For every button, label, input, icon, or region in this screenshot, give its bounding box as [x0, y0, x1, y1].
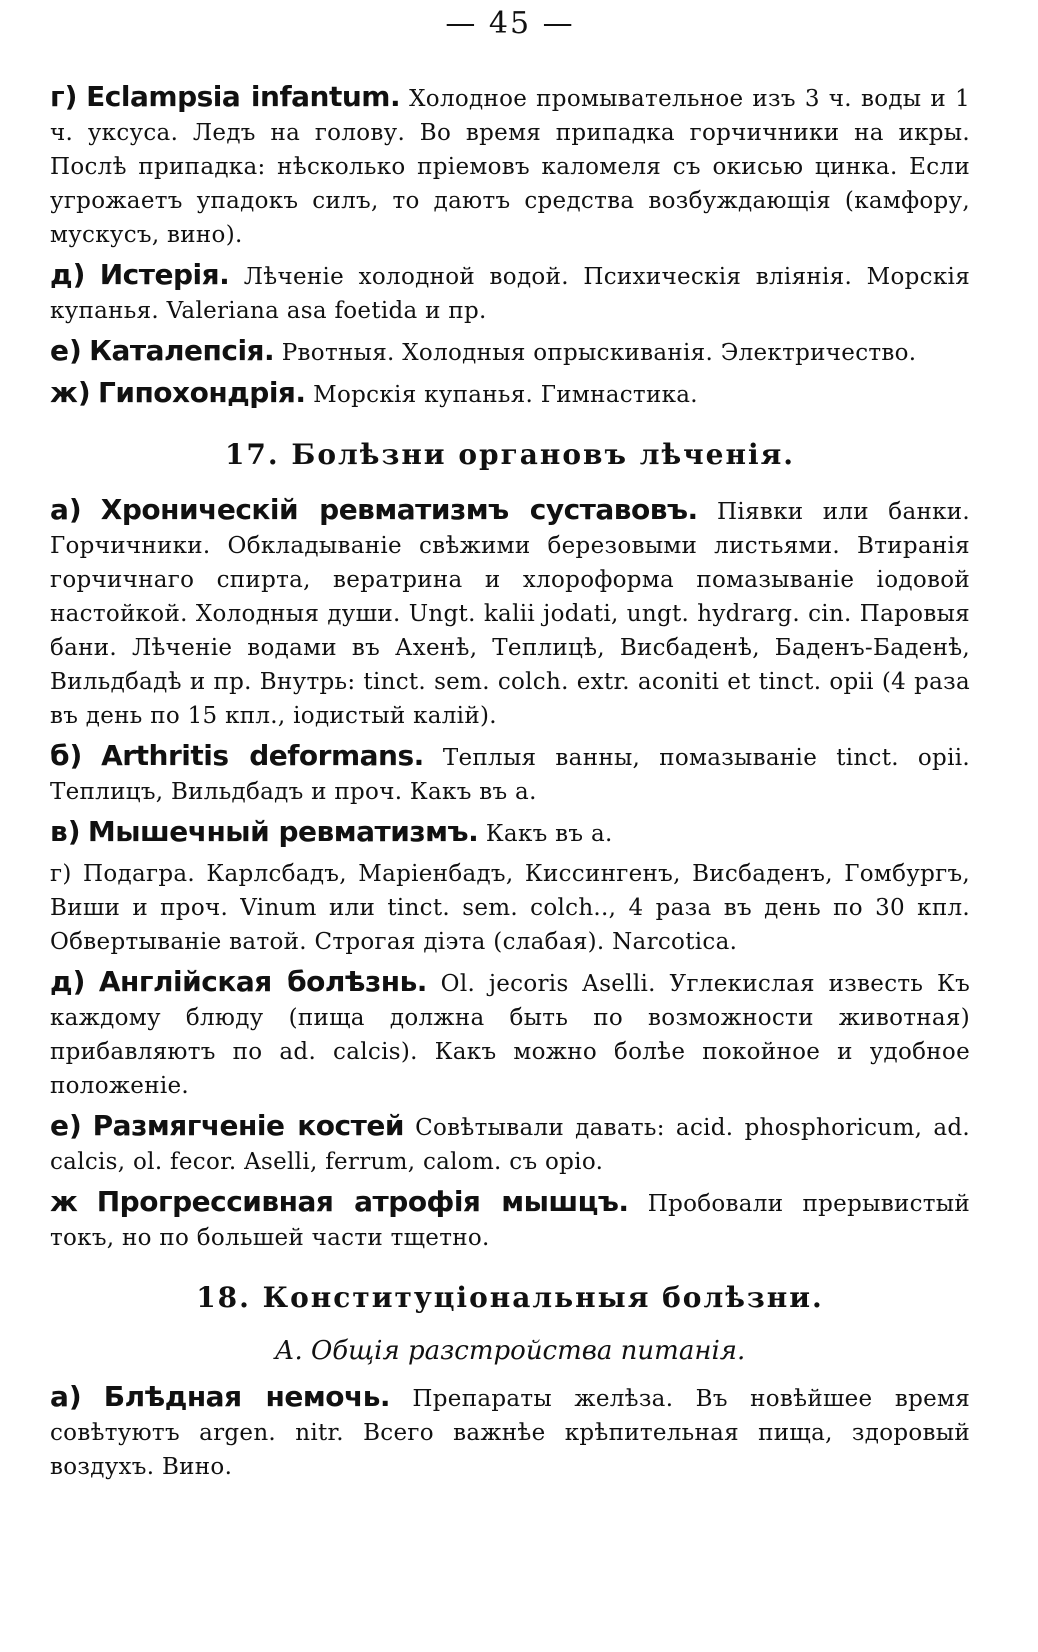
- entry-text: Лѣченіе холодной водой. Психическія вліянія. Морскія купанья. Valeriana asa foetida и пр.: [50, 264, 971, 324]
- section-18-title: 18. Конституціональныя болѣзни.: [196, 1281, 824, 1314]
- entry-text: Морскія купанья. Гимнастика.: [305, 382, 698, 408]
- entry-text: Ol. jecoris Aselli. Углекислая известь Къ каждому блюду (пища должна быть по возможности животная) прибавляютъ по ad. calcis). Какъ можно болѣе покойное и удобное положеніе.: [50, 971, 971, 1099]
- entry-heading: Хроническій ревматизмъ суставовъ.: [100, 493, 698, 526]
- entry-letter: а): [50, 1380, 82, 1413]
- entry-heading: Arthritis deformans.: [101, 739, 424, 772]
- entry-text: Теплыя ванны, помазываніе tinct. opii. Теплицъ, Вильдбадъ и проч. Какъ въ а.: [50, 745, 971, 805]
- section-17-title: 17. Болѣзни органовъ лѣченія.: [224, 438, 796, 471]
- entry-heading: Прогрессивная атрофія мышцъ.: [96, 1185, 629, 1218]
- entry-letter: д): [50, 258, 86, 291]
- entry-text: Препараты желѣза. Въ новѣйшее время совѣтуютъ argen. nitr. Всего важнѣе крѣпительная пища, здоровый воздухъ. Вино.: [50, 1386, 971, 1480]
- entry-letter: ж: [50, 1185, 78, 1218]
- entry-letter: ж): [50, 376, 91, 409]
- entry-heading: Мышечный ревматизмъ.: [87, 815, 479, 848]
- entry-letter: б): [50, 739, 83, 772]
- entry-text: Пробовали прерывистый токъ, но по большей части тщетно.: [50, 1191, 971, 1251]
- entry-arthritis-deformans: [50, 739, 970, 809]
- entry-text: Холодное промывательное изъ 3 ч. воды и 1 ч. уксуса. Ледъ на голову. Во время припадка горчичники на икры. Послѣ припадка: нѣсколько пріемовъ каломеля съ окисью цинка. Если угрожаетъ упадокъ силъ, то даютъ средства возбуждающія (камфору, мускусъ, вино).: [50, 86, 971, 248]
- entry-text: Рвотныя. Холодныя опрыскиванія. Электричество.: [274, 340, 917, 366]
- entry-hysteria: [50, 258, 970, 328]
- entry-letter: д): [50, 965, 86, 998]
- entry-chlorosis: [50, 1380, 970, 1484]
- entry-heading: Eclampsia infantum.: [86, 80, 401, 113]
- entry-heading: Истерія.: [99, 258, 230, 291]
- entry-rickets: [50, 965, 970, 1103]
- entry-letter: г): [50, 861, 72, 887]
- entry-chronic-rheumatism: [50, 493, 970, 733]
- page-body: [50, 80, 970, 1490]
- entry-hypochondria: [50, 376, 970, 412]
- subsection-title: А. Общія разстройства питанія.: [274, 1336, 746, 1366]
- entry-heading: Блѣдная немочь.: [103, 1380, 391, 1413]
- entry-gout: [50, 857, 970, 959]
- entry-heading: Гипохондрія.: [97, 376, 306, 409]
- entry-muscular-atrophy: [50, 1185, 970, 1255]
- entry-letter: е): [50, 334, 82, 367]
- entry-muscular-rheumatism: [50, 815, 970, 851]
- page-number: — 45 —: [445, 6, 575, 41]
- entry-text: Совѣтывали давать: acid. phosphoricum, ad. calcis, ol. fecor. Aselli, ferrum, calom. съ opio.: [50, 1115, 970, 1175]
- entry-eclampsia: [50, 80, 970, 252]
- entry-text: Подагра. Карлсбадъ, Маріенбадъ, Киссингенъ, Висбаденъ, Гомбургъ, Виши и проч. Vinum или tinct. sem. colch.., 4 раза въ день по 30 кпл. Обвертываніе ватой. Строгая діэта (слабая). Narcotica.: [50, 861, 970, 955]
- book-page: [50, 0, 970, 1652]
- entry-text: Какъ въ а.: [478, 821, 613, 847]
- entry-letter: а): [50, 493, 82, 526]
- entry-letter: г): [50, 80, 78, 113]
- entry-text: Піявки или банки. Горчичники. Обкладываніе свѣжими березовыми листьями. Втиранія горчичнаго спирта, вератрина и хлороформа помазываніе іодовой настойкой. Холодныя души. Ungt. kalii jodati, ungt. hydrarg. cin. Паровыя бани. Лѣченіе водами въ Ахенѣ, Теплицѣ, Висбаденѣ, Баденъ-Баденѣ, Вильдбадѣ и пр. Внутрь: tinct. sem. colch. extr. aconiti et tinct. opii (4 раза въ день по 15 кпл., іодистый калій).: [50, 499, 971, 729]
- entry-letter: в): [50, 815, 81, 848]
- entry-letter: е): [50, 1109, 82, 1142]
- entry-heading: Каталепсія.: [89, 334, 275, 367]
- entry-catalepsy: [50, 334, 970, 370]
- entry-osteomalacia: [50, 1109, 970, 1179]
- entry-heading: Англійская болѣзнь.: [98, 965, 427, 998]
- entry-heading: Размягченіе костей: [92, 1109, 404, 1142]
